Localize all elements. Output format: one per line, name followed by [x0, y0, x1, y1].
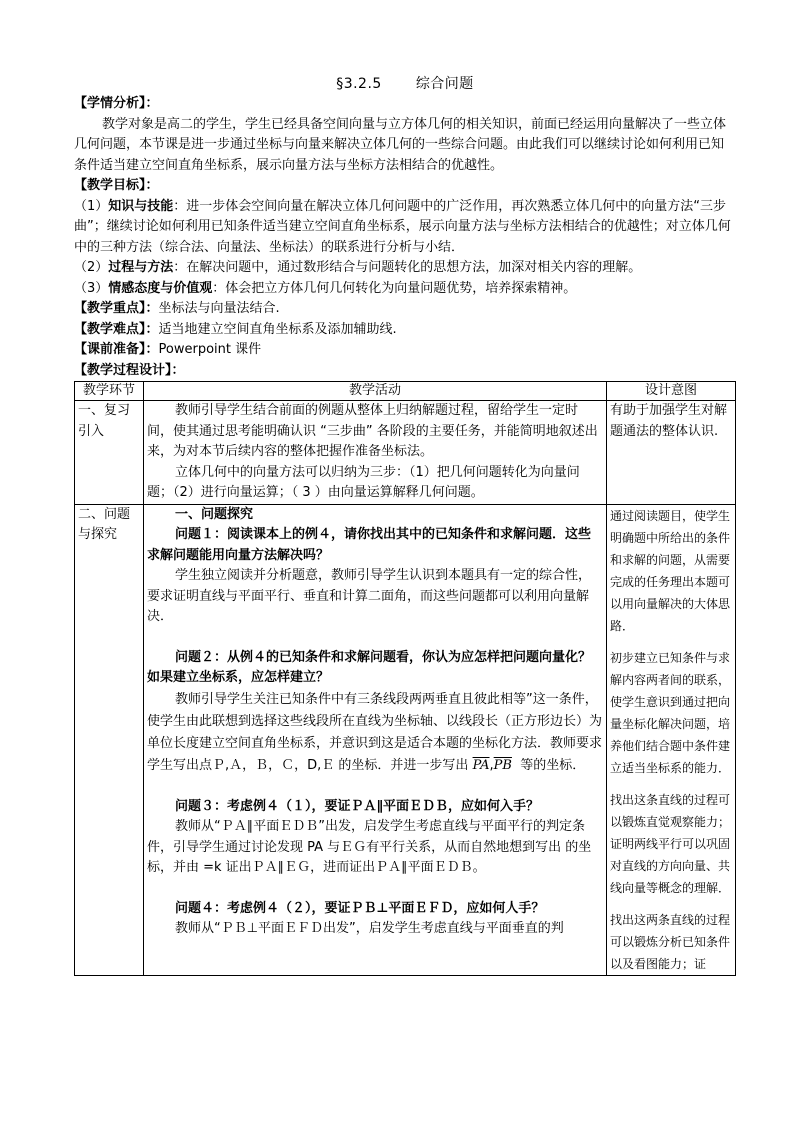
xueqing-heading: 【学情分析】：	[74, 96, 159, 111]
goal-1	[74, 197, 736, 259]
document-title	[74, 74, 736, 94]
sub-heading: 一、问题探究	[175, 506, 254, 522]
xueqing-text: 教学对象是高二的学生，学生已经具备空间向量与立方体几何的相关知识，前面已经运用向量解决了一些立体几何问题，本节课是进一步通过坐标与向量来解决立体几何的一些综合问题。由此我们可以继续讨论如何利用已知条件适当建立空间直角坐标系，展示向量方法与坐标方法相结合的优越性。	[74, 116, 727, 173]
activity-paragraph: 立体几何中的向量方法可以归纳为三步：（1）把几何问题转化为向量问题；（2）进行向量运算；（ 3 ）由向量运算解释几何问题。	[147, 464, 580, 500]
vector-pb: $\overline{PB}$	[493, 757, 512, 773]
activity-cell	[144, 504, 607, 975]
intent-cell	[607, 504, 736, 975]
goal-1-label: 知识与技能	[108, 198, 174, 214]
nandian-heading: 【教学难点】：	[74, 321, 159, 337]
question-1-title: 问题１：阅读课本上的例４，请你找出其中的已知条件和求解问题．这些求解问题能用向量方法解决吗？	[147, 527, 592, 563]
guocheng-heading: 【教学过程设计】：	[74, 362, 185, 378]
table-row	[75, 504, 736, 975]
header-stage: 教学环节	[75, 382, 144, 401]
stage-cell: 一、复习引入	[75, 401, 144, 505]
activity-cell	[144, 401, 607, 505]
goal-2	[74, 258, 736, 279]
intent-note-2: 初步建立已知条件与求解内容两者间的联系，使学生意识到通过把向量坐标化解决问题，培养他们结合题中条件建立适当坐标系的能力．	[610, 650, 731, 775]
question-2-title: 问题２：从例４的已知条件和求解问题看，你认为应怎样把问题向量化？如果建立坐标系，应怎样建立？	[147, 649, 592, 685]
zhunbei-text: Powerpoint 课件	[158, 342, 262, 357]
goal-2-label: 过程与方法	[108, 260, 174, 275]
goal-1-prefix: （1）	[74, 198, 109, 214]
zhunbei-heading: 【课前准备】：	[74, 342, 159, 357]
question-2-text: 教师引导学生关注已知条件中有三条线段两两垂直且彼此相等”这一条件，使学生由此联想到选择这些线段所在直线为坐标轴、以线段长（正方形边长）为单位长度建立空间直角坐标系，并意识到这是适合本题的坐标化方法．教师要求学生写出点Ｐ,Ａ，Ｂ，Ｃ，D,Ｅ 的坐标．并进一步写出 $\overline{PA},\overline{PB}$ 等的坐标．	[147, 691, 603, 773]
section-title: 综合问题	[415, 76, 474, 92]
question-1-text: 学生独立阅读并分析题意，教师引导学生认识到本题具有一定的综合性，要求证明直线与平面平行、垂直和计算二面角，而这些问题都可以利用向量解决．	[147, 568, 592, 624]
stage-cell: 二、问题与探究	[75, 504, 144, 975]
question-2-text-a: 教师引导学生关注已知条件中有三条线段两两垂直且彼此相等”这一条件，使学生由此联想到选择这些线段所在直线为坐标轴、以线段长（正方形边长）为单位长度建立空间直角坐标系，并意识到这是适合本题的坐标化方法．教师要求学生写出点Ｐ,Ａ，Ｂ，Ｃ，D,Ｅ 的坐标．并进一步写出	[147, 691, 603, 773]
question-2-text-b: 等的坐标．	[520, 757, 586, 773]
zhunbei	[74, 340, 736, 361]
question-3-title: 问题３：考虑例４（１），要证ＰＡ∥平面ＥＤＢ，应如何入手？	[175, 798, 540, 814]
goal-3	[74, 279, 736, 300]
vector-pa: $\overline{PA}$	[472, 757, 490, 773]
table-header-row	[75, 382, 736, 401]
nandian-text: 适当地建立空间直角坐标系及添加辅助线.	[158, 321, 397, 337]
zhongdian-heading: 【教学重点】：	[74, 301, 159, 316]
mubiao-heading: 【教学目标】：	[74, 178, 159, 193]
question-3-text: 教师从“ＰＡ∥平面ＥＤＢ”出发，启发学生考虑直线与平面平行的判定条件，引导学生通过讨论发现 PA 与ＥＧ有平行关系，从而自然地想到写出 的坐标，并由 =k 证出ＰＡ∥ＥＧ，进而证出ＰＡ∥平面ＥＤＢ。	[147, 819, 592, 875]
question-4-title: 问题４：考虑例４（２），要证ＰＢ⊥平面ＥＦＤ，应如何人手？	[175, 900, 545, 916]
zhongdian	[74, 299, 736, 320]
section-number: §3.2.5	[336, 76, 382, 92]
intent-note-3: 找出这条直线的过程可以锻炼直觉观察能力；证明两线平行可以巩固对直线的方向向量、共线向量等概念的理解．	[610, 792, 731, 895]
document-page	[74, 74, 736, 976]
intent-note-4: 找出这两条直线的过程可以锻炼分析已知条件以及看图能力；证	[610, 912, 731, 971]
lesson-table	[74, 381, 736, 976]
intent-note-1: 通过阅读题目，使学生明确题中所给出的条件和求解的问题，从需要完成的任务理出本题可以用向量解决的大体思路．	[610, 508, 731, 633]
goal-1-text: ：进一步体会空间向量在解决立体几何问题中的广泛作用，再次熟悉立体几何中的向量方法“三步曲”；继续讨论如何利用已知条件适当建立空间直角坐标系，展示向量方法与坐标方法相结合的优越性；对立体几何中的三种方法（综合法、向量法、坐标法）的联系进行分析与小结．	[74, 198, 731, 255]
goal-2-prefix: （2）	[74, 260, 109, 275]
header-intent: 设计意图	[607, 382, 736, 401]
nandian	[74, 320, 736, 341]
goal-3-prefix: （3）	[74, 280, 109, 296]
goal-2-text: ：在解决问题中，通过数形结合与问题转化的思想方法，加深对相关内容的理解。	[173, 260, 642, 275]
zhongdian-text: 坐标法与向量法结合.	[158, 301, 280, 316]
goal-3-label: 情感态度与价值观	[108, 280, 213, 296]
header-activity: 教学活动	[144, 382, 607, 401]
goal-3-text: ：体会把立方体几何几何转化为向量问题优势，培养探索精神。	[212, 280, 577, 296]
table-row	[75, 401, 736, 505]
intent-cell: 有助于加强学生对解题通法的整体认识.	[607, 401, 736, 505]
activity-paragraph: 教师引导学生结合前面的例题从整体上归纳解题过程，留给学生一定时间，使其通过思考能明确认识 “三步曲” 各阶段的主要任务，并能简明地叙述出来，为对本节后续内容的整体把握作准备坐标法。	[147, 403, 598, 459]
question-4-text: 教师从“ＰＢ⊥平面ＥＦＤ出发”，启发学生考虑直线与平面垂直的判	[175, 921, 564, 936]
